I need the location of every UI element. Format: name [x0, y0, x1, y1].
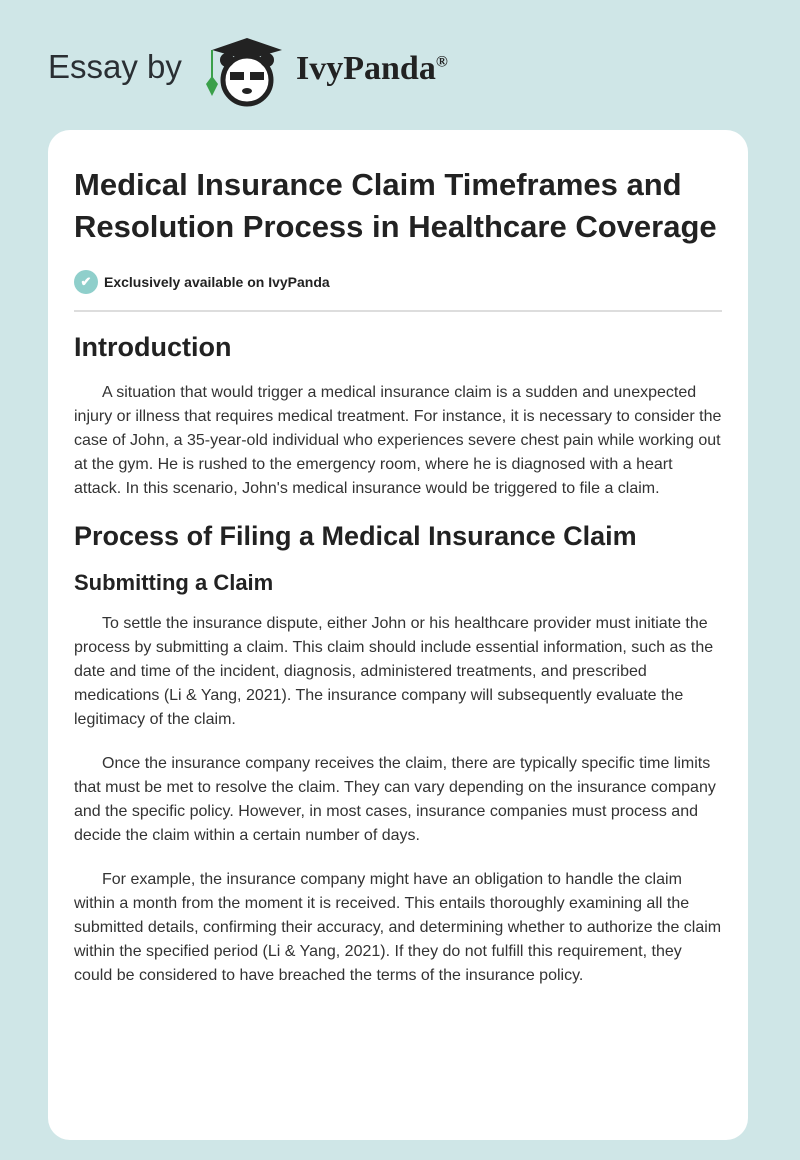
brand-name[interactable]	[296, 50, 448, 88]
paragraph-3: For example, the insurance company might have an obligation to handle the claim within a month from the moment it is received. This entails thoroughly examining all the submitted details, confirming their accuracy, and determining whether to authorize the claim within the specified period (Li & Yang, 2021). If they do not fulfill this requirement, they could be considered to have breached the terms of the insurance policy.	[74, 871, 722, 984]
heading-process: Process of Filing a Medical Insurance Claim	[74, 521, 637, 551]
essay-card	[48, 130, 748, 1140]
exclusive-badge	[74, 270, 722, 294]
essay-by-label: Essay by	[48, 48, 182, 85]
ivypanda-logo-icon[interactable]	[202, 36, 292, 108]
site-header	[0, 0, 800, 130]
divider	[74, 310, 722, 312]
heading-introduction: Introduction	[74, 332, 232, 362]
heading-submitting: Submitting a Claim	[74, 570, 274, 595]
paragraph-intro: A situation that would trigger a medical insurance claim is a sudden and unexpected injury or illness that requires medical treatment. For instance, it is necessary to consider the case of John, a 35-year-old individual who experiences severe chest pain while working out at the gym. He is rushed to the emergency room, where he is diagnosed with a heart attack. In this scenario, John's medical insurance would be triggered to file a claim.	[74, 384, 722, 497]
brand-text: IvyPanda	[296, 50, 436, 87]
essay-title: Medical Insurance Claim Timeframes and Resolution Process in Healthcare Coverage	[74, 167, 717, 244]
check-icon: ✔	[74, 270, 98, 294]
paragraph-1: To settle the insurance dispute, either John or his healthcare provider must initiate the process by submitting a claim. This claim should include essential information, such as the date and time of the incident, diagnosis, administered treatments, and prescribed medications (Li & Yang, 2021). The insurance company will subsequently evaluate the legitimacy of the claim.	[74, 615, 714, 728]
paragraph-2: Once the insurance company receives the claim, there are typically specific time limits that must be met to resolve the claim. They can vary depending on the insurance company and the specific policy. However, in most cases, insurance companies must process and decide the claim within a certain number of days.	[74, 755, 716, 844]
exclusive-label: Exclusively available on IvyPanda	[104, 274, 330, 290]
registered-mark: ®	[435, 53, 448, 71]
